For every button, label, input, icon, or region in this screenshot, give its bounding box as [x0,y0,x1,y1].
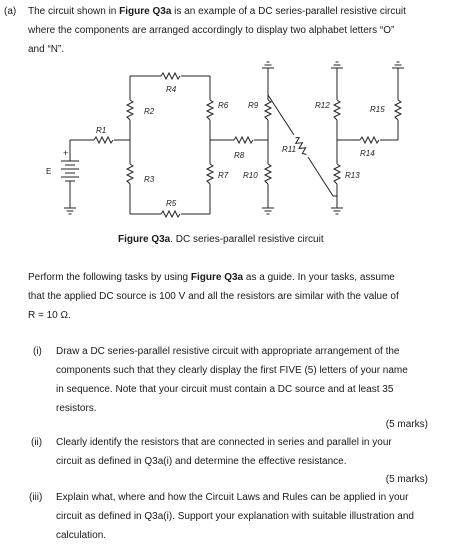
resistor-r4 [161,73,180,79]
question-iii-label: (iii) [29,492,43,503]
resistor-r8 [234,137,253,143]
label-r14: R14 [360,149,375,158]
question-i-line-2: components such that they clearly display the first FIVE (5) letters of your name [56,365,408,376]
question-i-line-1: Draw a DC series-parallel resistive circuit with appropriate arrangement of the [56,346,400,357]
label-r7: R7 [218,171,229,180]
label-r15: R15 [370,105,385,114]
question-ii-line-1: Clearly identify the resistors that are connected in series and parallel in your [56,437,392,448]
tasks-intro [28,268,440,325]
resistor-r14 [360,137,379,143]
resistor-r12 [334,100,340,120]
tasks-intro-1a: Perform the following tasks by using [28,272,191,283]
resistor-r1 [94,137,113,143]
question-i-label: (i) [33,346,42,357]
tasks-intro-figure-ref: Figure Q3a [190,272,244,283]
question-i-line-4: resistors. [56,403,97,414]
question-ii-label: (ii) [31,437,43,448]
resistor-r15 [395,100,401,120]
figure-caption [118,234,324,245]
part-a-label: (a) [4,6,17,17]
question-iii-line-1: Explain what, where and how the Circuit Laws and Rules can be applied in your [56,492,409,503]
resistor-r13 [334,164,340,184]
question-ii-line-2: circuit as defined in Q3a(i) and determine the effective resistance. [56,456,347,467]
intro-line-3: and “N”. [28,44,65,55]
circuit-diagram [0,0,450,250]
label-r6: R6 [218,101,229,110]
resistor-r2 [127,100,133,120]
resistor-r3 [127,164,133,184]
label-source-e: E [46,167,52,176]
label-r11: R11 [282,145,297,154]
question-iii-line-3: calculation. [56,530,107,541]
intro-text-1: The circuit shown in [28,6,120,17]
label-r9: R9 [248,101,259,110]
question-ii-marks: (5 marks) [385,474,428,485]
label-plus: + [63,148,69,158]
label-r1: R1 [96,126,107,135]
resistor-r6 [207,100,213,120]
tasks-intro-2: that the applied DC source is 100 V and all the resistors are similar with the value of [28,291,399,302]
intro-figure-ref: Figure Q3a [119,6,172,17]
label-r3: R3 [144,175,155,184]
resistor-r9 [265,100,271,120]
question-i-marks: (5 marks) [385,419,428,430]
intro-line-2: where the components are arranged accordingly to display two alphabet letters “O” [28,25,395,36]
resistor-r10 [265,164,271,184]
label-r12: R12 [315,101,330,110]
label-r5: R5 [166,199,177,208]
tasks-intro-1b: as a guide. In your tasks, assume [243,272,395,283]
question-iii-line-2: circuit as defined in Q3a(i). Support your explanation with suitable illustration and [56,511,414,522]
label-r13: R13 [345,171,360,180]
resistor-r5 [161,211,180,217]
question-i-text [56,342,440,418]
label-r10: R10 [243,171,258,180]
label-r4: R4 [166,85,177,94]
question-iii-text [56,488,440,545]
question-ii-text [56,433,440,471]
caption-figure-ref: Figure Q3a [118,234,171,245]
tasks-intro-3: R = 10 Ω. [28,310,71,321]
label-r2: R2 [144,107,155,116]
question-i-line-3: in sequence. Note that your circuit must contain a DC source and at least 35 [56,384,394,395]
resistor-r7 [207,164,213,184]
caption-text: . DC series-parallel resistive circuit [170,234,324,245]
intro-text-2: is an example of a DC series-parallel resistive circuit [171,6,406,17]
label-r8: R8 [234,151,245,160]
